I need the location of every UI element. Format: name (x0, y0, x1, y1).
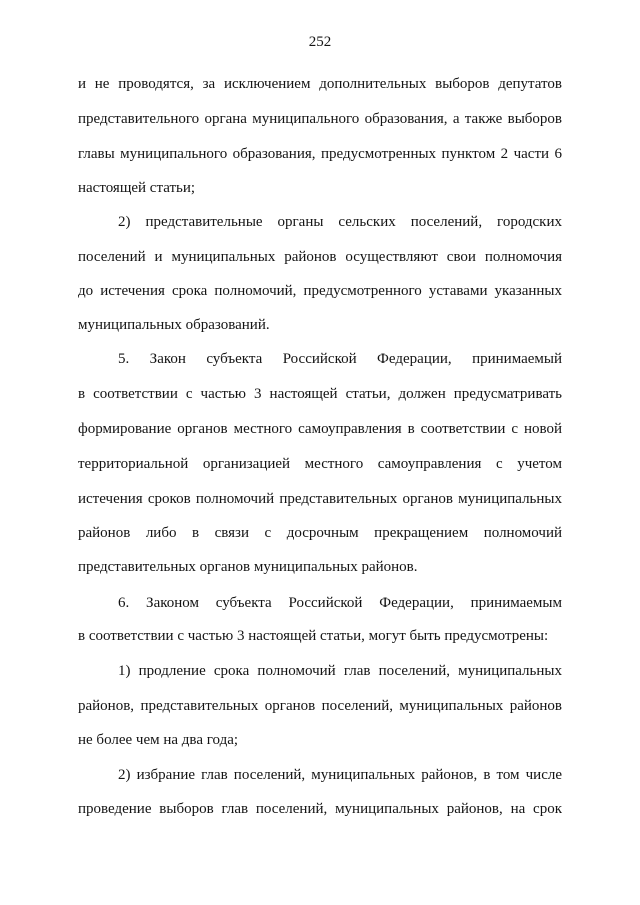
text-line: 5. Закон субъекта Российской Федерации, принимаемый (118, 351, 562, 367)
text-line: и не проводятся, за исключением дополнительных выборов депутатов (78, 76, 562, 92)
page-number: 252 (308, 34, 332, 50)
text-line: поселений и муниципальных районов осуществляют свои полномочия (78, 249, 562, 265)
text-line: 6. Законом субъекта Российской Федерации, принимаемым (118, 595, 562, 611)
text-line: районов либо в связи с досрочным прекращением полномочий (78, 525, 562, 541)
text-line: 1) продление срока полномочий глав поселений, муниципальных (118, 663, 562, 679)
text-line: муниципальных образований. (78, 317, 270, 333)
text-line: главы муниципального образования, предусмотренных пунктом 2 части 6 (78, 146, 562, 162)
text-line: до истечения срока полномочий, предусмотренного уставами указанных (78, 283, 562, 299)
text-line: 2) избрание глав поселений, муниципальных районов, в том числе (118, 767, 562, 783)
text-line: в соответствии с частью 3 настоящей статьи, могут быть предусмотрены: (78, 628, 549, 644)
text-line: представительных органов муниципальных районов. (78, 559, 418, 575)
text-line: территориальной организацией местного самоуправления с учетом (78, 456, 562, 472)
text-line: 2) представительные органы сельских поселений, городских (118, 214, 562, 230)
text-line: проведение выборов глав поселений, муниципальных районов, на срок (78, 801, 562, 817)
text-line: не более чем на два года; (78, 732, 239, 748)
text-line: истечения сроков полномочий представительных органов муниципальных (78, 491, 562, 507)
text-line: в соответствии с частью 3 настоящей статьи, должен предусматривать (78, 386, 562, 402)
text-line: формирование органов местного самоуправления в соответствии с новой (78, 421, 562, 437)
text-line: представительного органа муниципального образования, а также выборов (78, 111, 562, 127)
text-line: районов, представительных органов поселений, муниципальных районов (78, 698, 562, 714)
text-line: настоящей статьи; (78, 180, 196, 196)
